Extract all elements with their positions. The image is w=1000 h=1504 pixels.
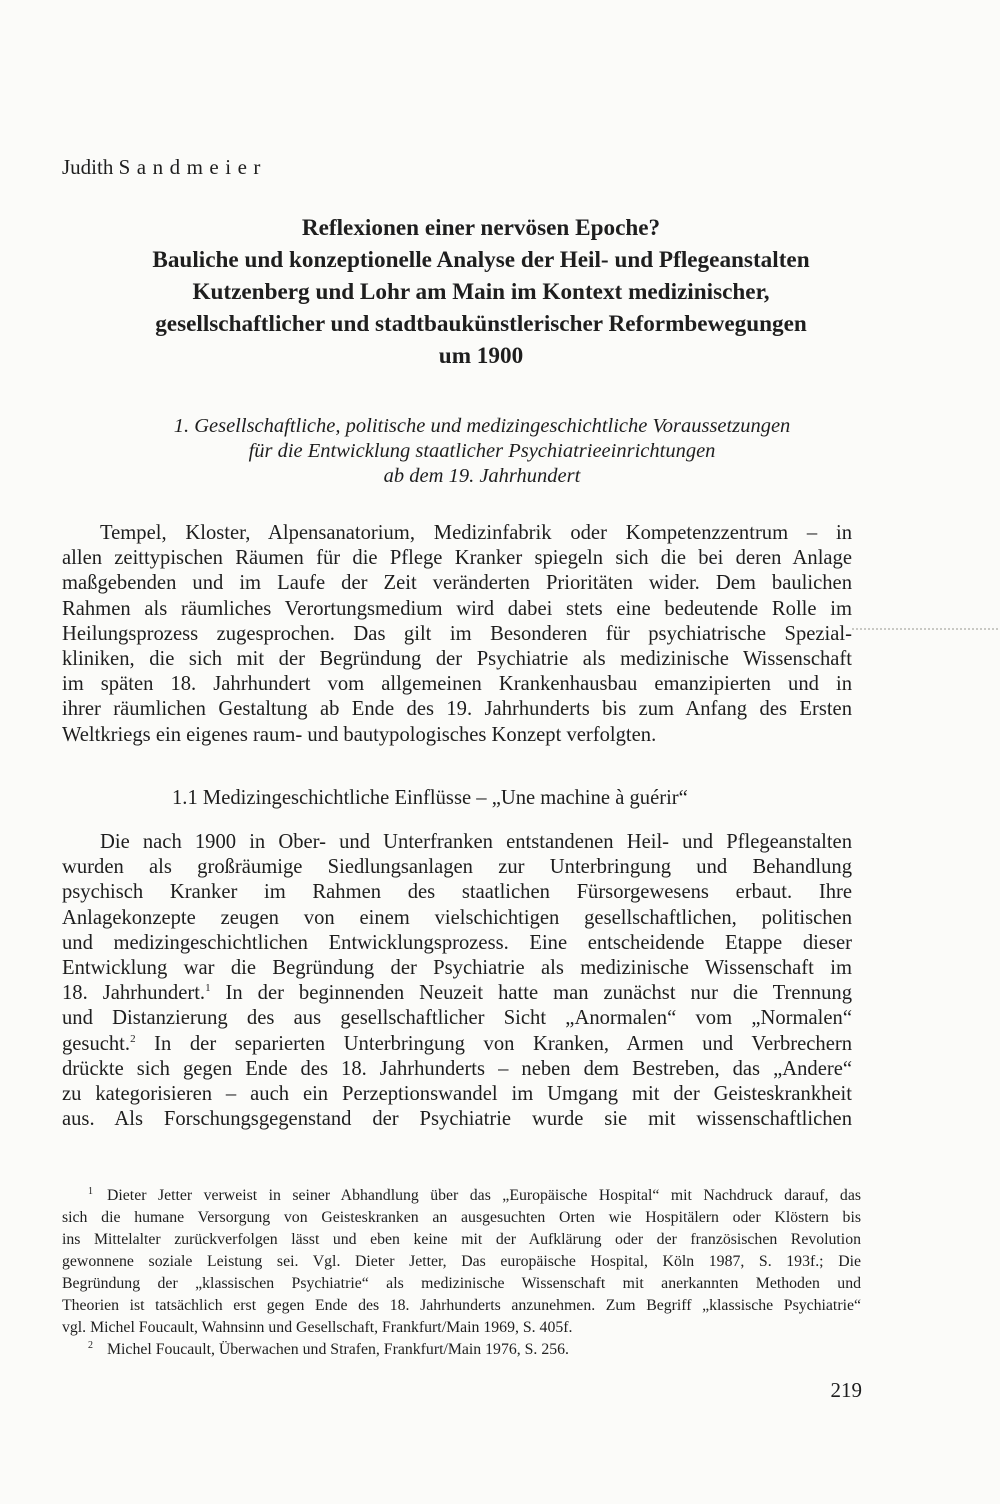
- line-text: In der separierten Unterbringung von Kranken, Armen und Verbrechern: [135, 1032, 852, 1055]
- section-heading-line: für die Entwicklung staatlicher Psychiatrieeinrichtungen: [248, 440, 716, 462]
- intro-paragraph: [62, 521, 852, 748]
- paragraph-line: Entwicklung war die Begründung der Psychiatrie als medizinische Wissenschaft im: [62, 957, 852, 980]
- title-line: um 1900: [438, 343, 524, 369]
- footnote-ref-1[interactable]: 1: [205, 982, 211, 995]
- footnote-line: [62, 1185, 861, 1207]
- paragraph-line: drückte sich gegen Ende des 18. Jahrhunderts – neben dem Bestreben, das „Andere“: [62, 1057, 852, 1080]
- footnote-text: Michel Foucault, Überwachen und Strafen, Frankfurt/Main 1976, S. 256.: [107, 1341, 569, 1358]
- page-number: 219: [830, 1378, 862, 1402]
- footnote-number: 2: [88, 1339, 93, 1351]
- paragraph-line: Tempel, Kloster, Alpensanatorium, Medizinfabrik oder Kompetenzzentrum – in: [100, 522, 852, 544]
- footnote-text: Dieter Jetter verweist in seiner Abhandlung über das „Europäische Hospital“ mit Nachdruck darauf, das: [107, 1187, 861, 1204]
- paragraph-line: Weltkriegs ein eigenes raum- und bautypologisches Konzept verfolgten.: [62, 723, 657, 746]
- footnote-line: [62, 1339, 861, 1361]
- article-title: [58, 212, 904, 372]
- line-text: gesucht.: [62, 1032, 131, 1055]
- footnote-number: 1: [88, 1185, 93, 1197]
- title-line: Kutzenberg und Lohr am Main im Kontext medizinischer,: [192, 279, 770, 305]
- footnote-line: ins Mittelalter zurückverfolgen lässt und eben keine mit der Aufklärung oder der französischen Revolution: [62, 1231, 861, 1248]
- paragraph-line: maßgebenden und im Laufe der Zeit veränderten Prioritäten wider. Dem baulichen: [62, 572, 852, 595]
- title-line: Reflexionen einer nervösen Epoche?: [301, 215, 661, 241]
- line-text: 18. Jahrhundert.: [62, 982, 206, 1005]
- section-heading-line: 1. Gesellschaftliche, politische und medizingeschichtliche Voraussetzungen: [173, 415, 791, 437]
- footnote-line: Theorien ist tatsächlich erst gegen Ende des 18. Jahrhunderts anzunehmen. Zum Begriff „klassische Psychiatrie“: [62, 1297, 861, 1314]
- author-first-name: Judith: [62, 155, 114, 179]
- section-heading: [62, 414, 902, 489]
- title-line: gesellschaftlicher und stadtbaukünstlerischer Reformbewegungen: [155, 311, 807, 337]
- scan-edge-mark: [852, 628, 998, 630]
- paragraph-line: [62, 1032, 852, 1057]
- footnote-1: [62, 1185, 861, 1339]
- footnote-2: [62, 1339, 861, 1361]
- paragraph-line: und medizingeschichtlichen Entwicklungsprozess. Eine entscheidende Etappe dieser: [62, 931, 852, 954]
- title-line: Bauliche und konzeptionelle Analyse der Heil- und Pflegeanstalten: [152, 247, 810, 273]
- line-text: In der beginnenden Neuzeit hatte man zunächst nur die Trennung: [210, 982, 852, 1005]
- footnote-line: Begründung der „klassischen Psychiatrie“ als medizinische Wissenschaft mit anerkannten Methoden und: [62, 1275, 861, 1292]
- paragraph-line: und Distanzierung des aus gesellschaftlicher Sicht „Anormalen“ vom „Normalen“: [62, 1007, 852, 1030]
- paragraph-line: allen zeittypischen Räumen für die Pflege Kranker spiegeln sich die bei deren Anlage: [62, 547, 852, 570]
- paragraph-line: zu kategorisieren – auch ein Perzeptionswandel im Umgang mit der Geisteskrankheit: [62, 1083, 852, 1106]
- paragraph-line: [62, 981, 852, 1006]
- section-heading-line: ab dem 19. Jahrhundert: [383, 465, 581, 487]
- footnotes: [62, 1185, 861, 1361]
- footnote-line: vgl. Michel Foucault, Wahnsinn und Gesellschaft, Frankfurt/Main 1969, S. 405f.: [62, 1319, 573, 1336]
- paragraph-line: wurden als großräumige Siedlungsanlagen zur Unterbringung und Behandlung: [62, 856, 852, 879]
- paragraph-line: Rahmen als räumliches Verortungsmedium wird dabei stets eine bedeutende Rolle im: [62, 597, 852, 620]
- paragraph-line: Anlagekonzepte zeugen von einem vielschichtigen gesellschaftlichen, politischen: [62, 906, 852, 929]
- footnote-line: sich die humane Versorgung von Geisteskranken an ausgesuchten Orten wie Hospitälern oder Klöstern bis: [62, 1209, 861, 1226]
- paragraph-line: Heilungsprozess zugesprochen. Das gilt im Besonderen für psychiatrische Spezial-: [62, 622, 852, 645]
- footnote-line: gewonnene soziale Leistung sei. Vgl. Dieter Jetter, Das europäische Hospital, Köln 1987, S. 193f.; Die: [62, 1253, 861, 1270]
- author-last-name: Sandmeier: [118, 155, 267, 179]
- paragraph-line: ihrer räumlichen Gestaltung ab Ende des 19. Jahrhunderts bis zum Anfang des Ersten: [62, 698, 852, 721]
- author-name: [62, 155, 267, 180]
- paragraph-line: Die nach 1900 in Ober- und Unterfranken entstandenen Heil- und Pflegeanstalten: [100, 831, 852, 853]
- paragraph-line: aus. Als Forschungsgegenstand der Psychiatrie wurde sie mit wissenschaftlichen: [62, 1108, 852, 1131]
- body-paragraph: [62, 830, 852, 1132]
- paragraph-line: im späten 18. Jahrhundert vom allgemeinen Krankenhausbau emanzipierten und in: [62, 673, 852, 696]
- footnote-ref-2[interactable]: 2: [130, 1032, 136, 1045]
- paragraph-line: psychisch Kranker im Rahmen des staatlichen Fürsorgewesens erbaut. Ihre: [62, 881, 852, 904]
- paragraph-line: kliniken, die sich mit der Begründung der Psychiatrie als medizinische Wissenschaft: [62, 648, 852, 671]
- subsection-heading: 1.1 Medizingeschichtliche Einflüsse – „Une machine à guérir“: [172, 787, 688, 809]
